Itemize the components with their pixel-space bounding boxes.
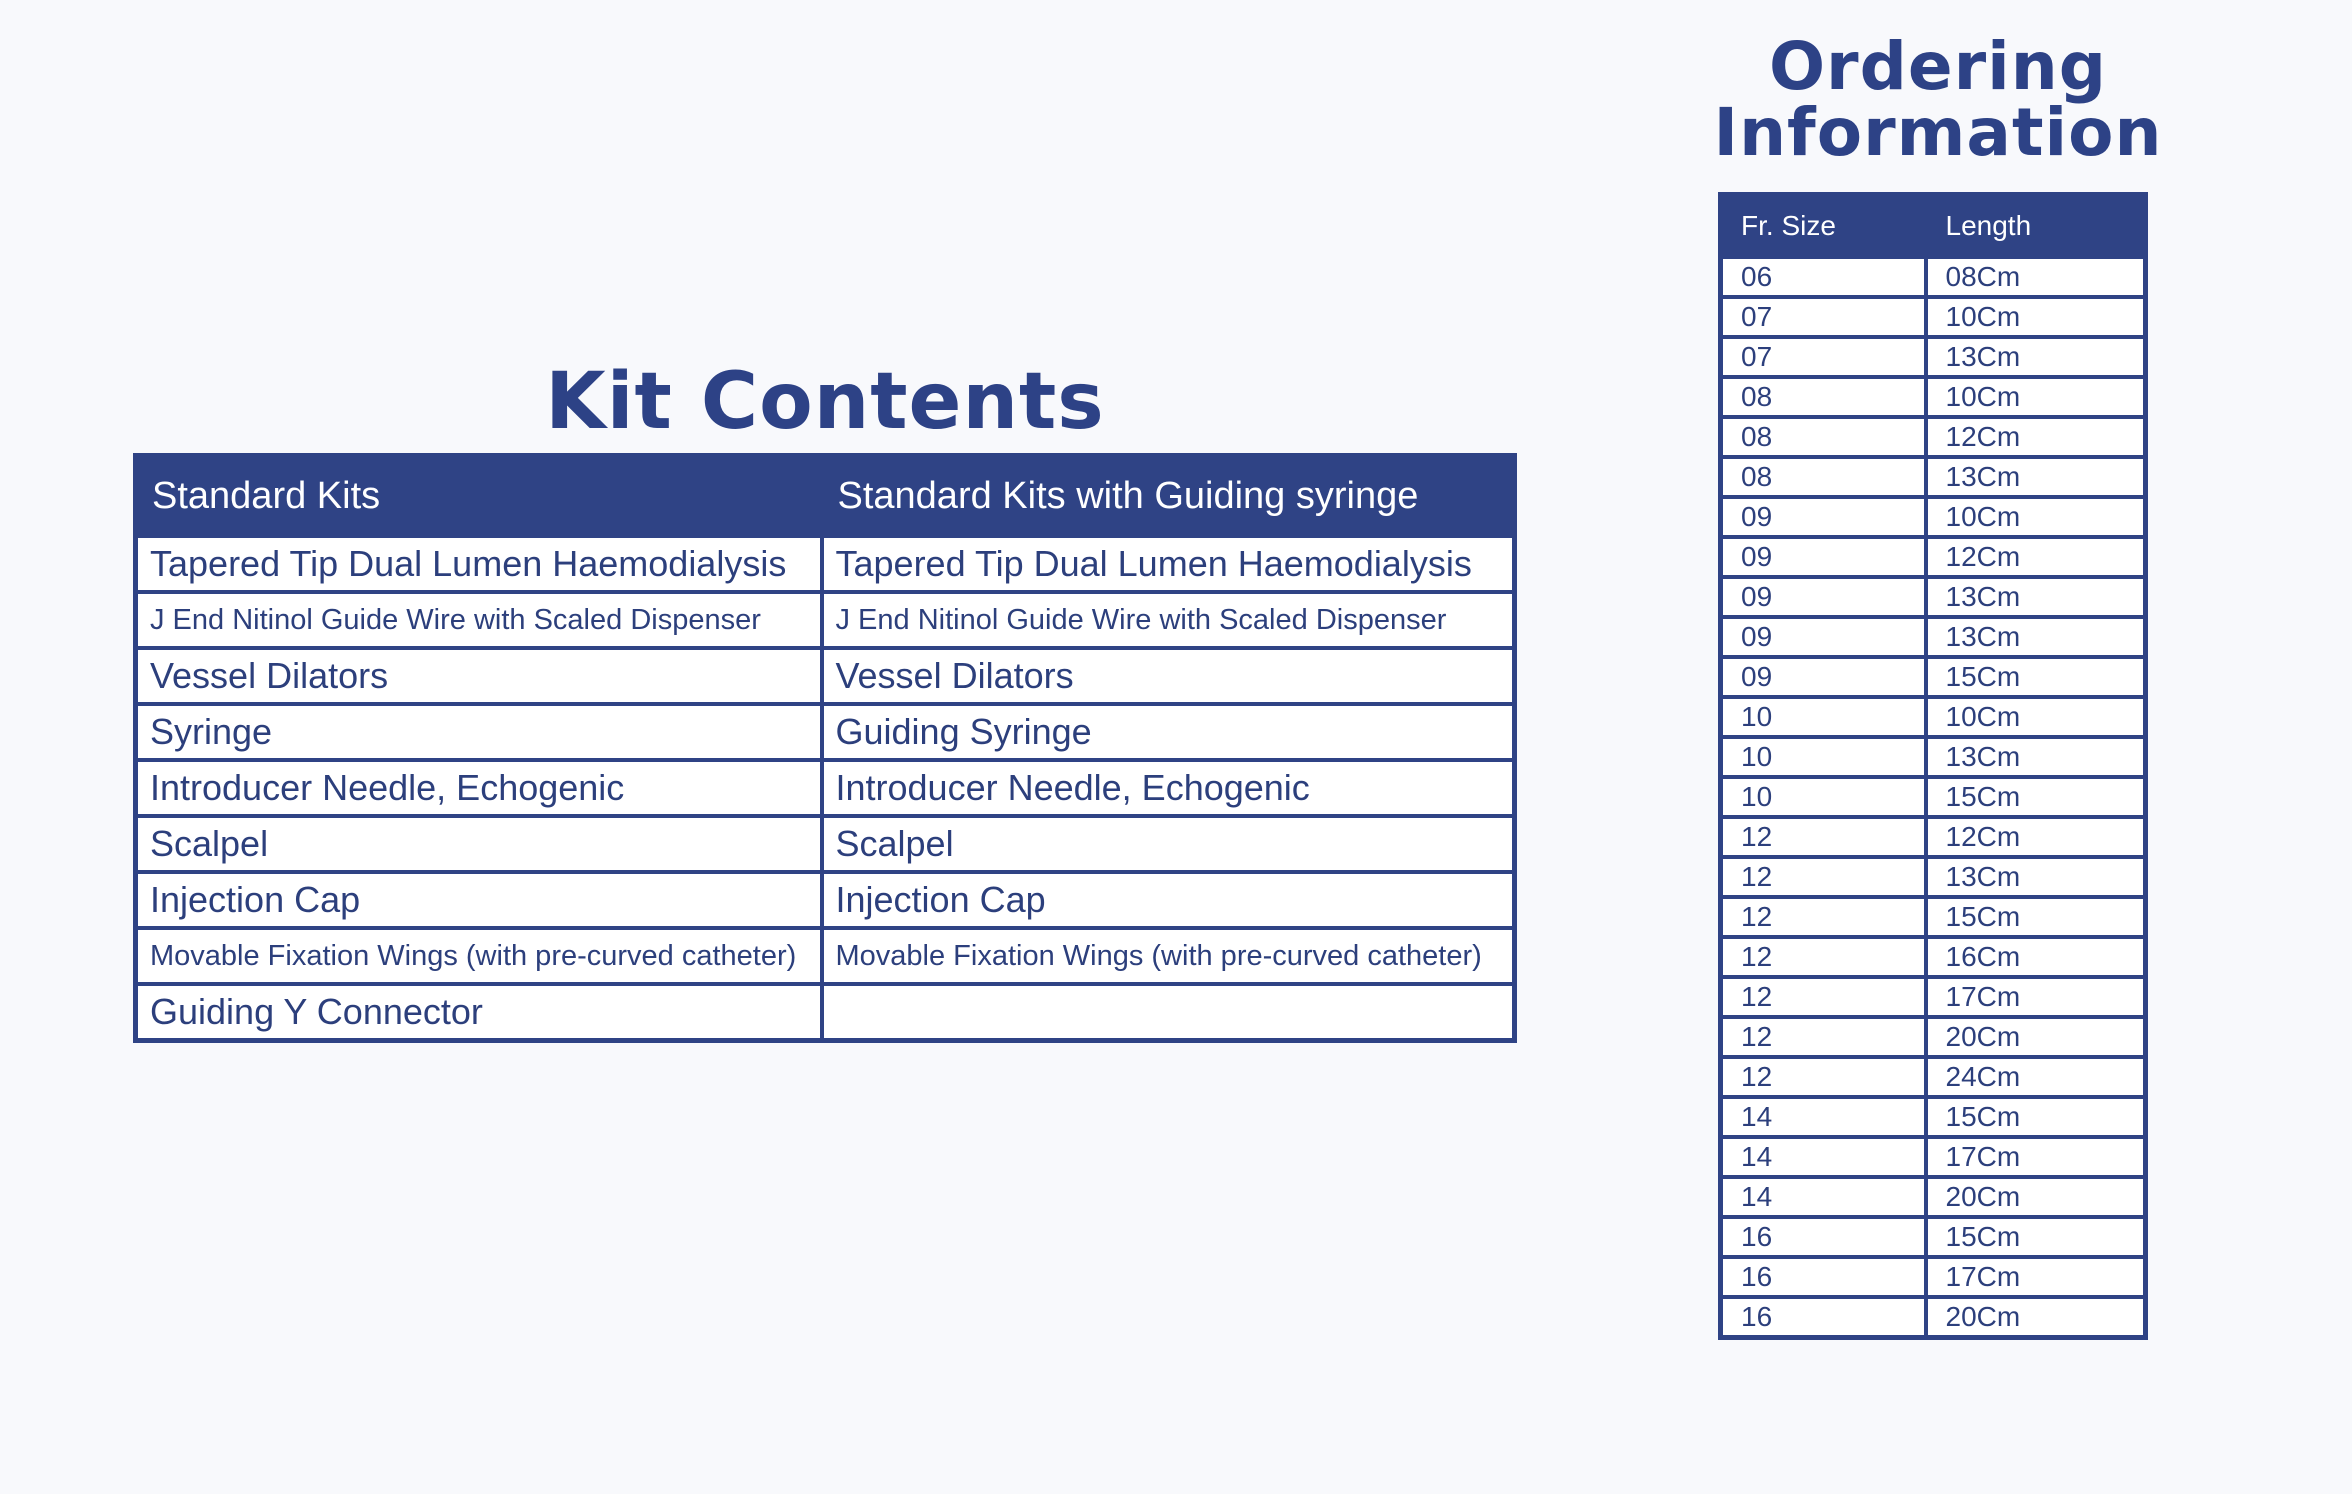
fr-size-cell: 12 xyxy=(1721,857,1926,897)
standard-kit-item: Vessel Dilators xyxy=(136,648,822,704)
ordering-row xyxy=(1721,1177,2146,1217)
ordering-row xyxy=(1721,1217,2146,1257)
ordering-row xyxy=(1721,897,2146,937)
ordering-row xyxy=(1721,537,2146,577)
length-cell: 10Cm xyxy=(1926,697,2146,737)
length-cell: 16Cm xyxy=(1926,937,2146,977)
length-cell: 20Cm xyxy=(1926,1177,2146,1217)
fr-size-cell: 09 xyxy=(1721,537,1926,577)
length-cell: 20Cm xyxy=(1926,1297,2146,1338)
ordering-row xyxy=(1721,1137,2146,1177)
ordering-row xyxy=(1721,457,2146,497)
ordering-row xyxy=(1721,297,2146,337)
ordering-row xyxy=(1721,697,2146,737)
length-cell: 17Cm xyxy=(1926,1257,2146,1297)
length-cell: 20Cm xyxy=(1926,1017,2146,1057)
length-cell: 13Cm xyxy=(1926,857,2146,897)
length-cell: 13Cm xyxy=(1926,337,2146,377)
kit-contents-row xyxy=(136,536,1515,592)
header-fr-size: Fr. Size xyxy=(1721,195,1926,258)
fr-size-cell: 09 xyxy=(1721,617,1926,657)
header-standard-kits-guiding-syringe: Standard Kits with Guiding syringe xyxy=(822,456,1515,537)
length-cell: 15Cm xyxy=(1926,897,2146,937)
fr-size-cell: 10 xyxy=(1721,737,1926,777)
guiding-kit-item: Introducer Needle, Echogenic xyxy=(822,760,1515,816)
length-cell: 10Cm xyxy=(1926,377,2146,417)
kit-contents-row xyxy=(136,760,1515,816)
ordering-row xyxy=(1721,1257,2146,1297)
length-cell: 24Cm xyxy=(1926,1057,2146,1097)
ordering-title-line1: Ordering xyxy=(1768,28,2108,105)
fr-size-cell: 12 xyxy=(1721,897,1926,937)
length-cell: 12Cm xyxy=(1926,417,2146,457)
ordering-row xyxy=(1721,817,2146,857)
kit-contents-row xyxy=(136,872,1515,928)
standard-kit-item: Injection Cap xyxy=(136,872,822,928)
header-length: Length xyxy=(1926,195,2146,258)
ordering-row xyxy=(1721,1017,2146,1057)
ordering-row xyxy=(1721,1097,2146,1137)
fr-size-cell: 12 xyxy=(1721,1057,1926,1097)
ordering-row xyxy=(1721,257,2146,297)
kit-contents-row xyxy=(136,928,1515,984)
standard-kit-item: Guiding Y Connector xyxy=(136,984,822,1041)
fr-size-cell: 08 xyxy=(1721,457,1926,497)
ordering-row xyxy=(1721,657,2146,697)
ordering-row xyxy=(1721,417,2146,457)
standard-kit-item: Movable Fixation Wings (with pre-curved catheter) xyxy=(136,928,822,984)
ordering-row xyxy=(1721,337,2146,377)
ordering-information-table xyxy=(1718,192,2148,1340)
fr-size-cell: 16 xyxy=(1721,1217,1926,1257)
fr-size-cell: 09 xyxy=(1721,577,1926,617)
length-cell: 13Cm xyxy=(1926,577,2146,617)
header-standard-kits: Standard Kits xyxy=(136,456,822,537)
length-cell: 15Cm xyxy=(1926,777,2146,817)
ordering-row xyxy=(1721,737,2146,777)
ordering-row xyxy=(1721,577,2146,617)
ordering-header-row xyxy=(1721,195,2146,258)
length-cell: 15Cm xyxy=(1926,1097,2146,1137)
ordering-row xyxy=(1721,497,2146,537)
ordering-title-line2: Information xyxy=(1713,94,2163,171)
length-cell: 15Cm xyxy=(1926,657,2146,697)
kit-contents-row xyxy=(136,816,1515,872)
ordering-information-title xyxy=(1700,28,2176,171)
fr-size-cell: 16 xyxy=(1721,1257,1926,1297)
length-cell: 13Cm xyxy=(1926,457,2146,497)
length-cell: 17Cm xyxy=(1926,977,2146,1017)
fr-size-cell: 14 xyxy=(1721,1177,1926,1217)
fr-size-cell: 10 xyxy=(1721,697,1926,737)
fr-size-cell: 14 xyxy=(1721,1097,1926,1137)
fr-size-cell: 08 xyxy=(1721,417,1926,457)
guiding-kit-item: J End Nitinol Guide Wire with Scaled Dispenser xyxy=(822,592,1515,648)
ordering-row xyxy=(1721,857,2146,897)
guiding-kit-item: Movable Fixation Wings (with pre-curved catheter) xyxy=(822,928,1515,984)
guiding-kit-item: Guiding Syringe xyxy=(822,704,1515,760)
fr-size-cell: 09 xyxy=(1721,657,1926,697)
fr-size-cell: 16 xyxy=(1721,1297,1926,1338)
kit-contents-row xyxy=(136,648,1515,704)
length-cell: 10Cm xyxy=(1926,297,2146,337)
standard-kit-item: Tapered Tip Dual Lumen Haemodialysis xyxy=(136,536,822,592)
standard-kit-item: Syringe xyxy=(136,704,822,760)
kit-contents-table xyxy=(133,453,1517,1043)
fr-size-cell: 12 xyxy=(1721,817,1926,857)
fr-size-cell: 08 xyxy=(1721,377,1926,417)
length-cell: 13Cm xyxy=(1926,617,2146,657)
guiding-kit-item: Injection Cap xyxy=(822,872,1515,928)
fr-size-cell: 12 xyxy=(1721,977,1926,1017)
length-cell: 15Cm xyxy=(1926,1217,2146,1257)
ordering-row xyxy=(1721,617,2146,657)
length-cell: 12Cm xyxy=(1926,537,2146,577)
ordering-row xyxy=(1721,1297,2146,1338)
length-cell: 12Cm xyxy=(1926,817,2146,857)
kit-contents-row xyxy=(136,592,1515,648)
length-cell: 08Cm xyxy=(1926,257,2146,297)
fr-size-cell: 09 xyxy=(1721,497,1926,537)
kit-contents-title: Kit Contents xyxy=(545,357,1105,447)
kit-contents-row xyxy=(136,704,1515,760)
guiding-kit-item: Scalpel xyxy=(822,816,1515,872)
fr-size-cell: 06 xyxy=(1721,257,1926,297)
fr-size-cell: 07 xyxy=(1721,297,1926,337)
length-cell: 13Cm xyxy=(1926,737,2146,777)
fr-size-cell: 12 xyxy=(1721,937,1926,977)
ordering-row xyxy=(1721,377,2146,417)
ordering-row xyxy=(1721,777,2146,817)
fr-size-cell: 07 xyxy=(1721,337,1926,377)
ordering-row xyxy=(1721,937,2146,977)
standard-kit-item: J End Nitinol Guide Wire with Scaled Dispenser xyxy=(136,592,822,648)
kit-contents-row xyxy=(136,984,1515,1041)
standard-kit-item: Introducer Needle, Echogenic xyxy=(136,760,822,816)
standard-kit-item: Scalpel xyxy=(136,816,822,872)
length-cell: 17Cm xyxy=(1926,1137,2146,1177)
length-cell: 10Cm xyxy=(1926,497,2146,537)
guiding-kit-item: Tapered Tip Dual Lumen Haemodialysis xyxy=(822,536,1515,592)
guiding-kit-item xyxy=(822,984,1515,1041)
ordering-row xyxy=(1721,977,2146,1017)
ordering-row xyxy=(1721,1057,2146,1097)
fr-size-cell: 12 xyxy=(1721,1017,1926,1057)
kit-contents-header-row xyxy=(136,456,1515,537)
fr-size-cell: 14 xyxy=(1721,1137,1926,1177)
fr-size-cell: 10 xyxy=(1721,777,1926,817)
guiding-kit-item: Vessel Dilators xyxy=(822,648,1515,704)
